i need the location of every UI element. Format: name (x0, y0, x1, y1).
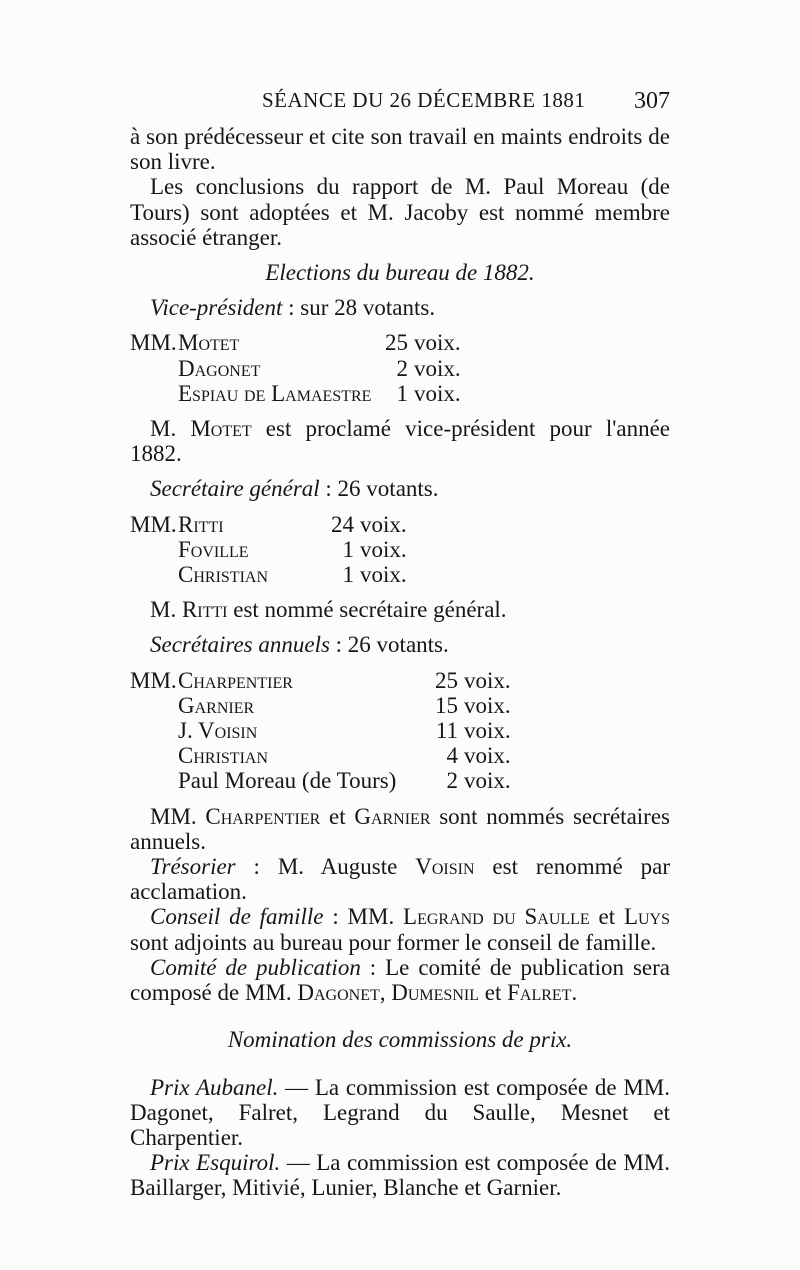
candidate-name: Garnier (178, 692, 255, 718)
vote-count: 4 (446, 743, 458, 769)
vote-count: 1 (342, 562, 354, 588)
annual-secretaries-line (130, 632, 670, 657)
intro-paragraph-1: à son prédécesseur et cite son travail en maints endroits de son livre. (130, 124, 670, 175)
mm-label: MM. (130, 667, 177, 693)
vice-president-label: Vice-président (150, 295, 283, 321)
result-name: Motet (190, 416, 252, 442)
candidate-name: Espiau de Lamaestre (178, 380, 372, 406)
vote-count: 1 (342, 536, 354, 562)
vote-unit: voix. (414, 330, 461, 356)
treasurer-text: : M. Auguste (235, 854, 416, 880)
running-header (130, 88, 670, 118)
vote-unit: voix. (464, 667, 511, 693)
result-and: et (320, 803, 355, 829)
vice-president-votes-text: : sur 28 votants. (282, 295, 436, 321)
candidate-name: Charpentier (178, 667, 293, 693)
publication-text: . (571, 980, 578, 1006)
family-council-label: Conseil de famille (150, 904, 324, 930)
result-suffix: est proclamé vice-président pour l'année 1882. (130, 416, 670, 467)
candidate-name: Dagonet (178, 355, 261, 381)
publication-name: Dagonet (297, 980, 380, 1006)
prize-esquirol-label: Prix Esquirol. (150, 1150, 281, 1176)
result-prefix: MM. (150, 803, 206, 829)
vote-unit: voix. (464, 743, 511, 769)
annual-secretaries-result (130, 804, 670, 854)
secretary-general-label: Secrétaire général (150, 476, 320, 502)
prize-aubanel-label: Prix Aubanel. (150, 1074, 279, 1100)
candidate-name: Christian (178, 562, 269, 588)
vote-unit: voix. (360, 511, 407, 537)
prize-aubanel-text: — La commission est composée de MM. Dagonet, Falret, Legrand du Saulle, Mesnet et Charpentier. (130, 1074, 670, 1150)
vice-president-results (130, 330, 670, 406)
treasurer-text: est renommé par acclamation. (130, 854, 670, 905)
candidate-name: Motet (178, 330, 240, 356)
header-title: SÉANCE DU 26 DÉCEMBRE 1881 (262, 88, 586, 112)
vote-count: 2 (446, 768, 458, 794)
family-council-paragraph (130, 904, 670, 954)
result-name: Garnier (354, 803, 431, 829)
publication-paragraph (130, 955, 670, 1005)
result-suffix: sont nommés secrétaires annuels. (130, 803, 670, 854)
family-council-name: Legrand du Saulle (403, 904, 590, 930)
treasurer-label: Trésorier (150, 854, 236, 880)
result-prefix: M. (150, 597, 182, 623)
intro-paragraph-2: Les conclusions du rapport de M. Paul Moreau (de Tours) sont adoptées et M. Jacoby est nommé membre associé étranger. (130, 174, 670, 250)
family-council-name: Luys (623, 904, 670, 930)
annual-secretaries-votes-text: : 26 votants. (329, 632, 449, 658)
vice-president-line (130, 295, 670, 320)
publication-name: Dumesnil (391, 980, 479, 1006)
publication-name: Falret (507, 980, 572, 1006)
vote-unit: voix. (414, 355, 461, 381)
mm-label: MM. (130, 330, 177, 356)
vote-unit: voix. (464, 692, 511, 718)
family-council-text: : MM. (323, 904, 404, 930)
vote-count: 2 (396, 355, 408, 381)
result-name: Charpentier (205, 803, 321, 829)
vice-president-result (130, 416, 670, 466)
publication-text: , (379, 980, 392, 1006)
treasurer-name: Voisin (415, 854, 475, 880)
secretary-general-votes-text: : 26 votants. (319, 476, 439, 502)
result-suffix: est nommé secrétaire général. (227, 597, 507, 623)
publication-text: et (479, 980, 508, 1006)
annual-secretaries-results (130, 668, 670, 794)
vote-count: 11 (435, 718, 458, 744)
candidate-name: Foville (178, 536, 249, 562)
page-number: 307 (634, 88, 670, 114)
secretary-general-results (130, 512, 670, 588)
candidate-name-text: Paul Moreau (de Tours) (178, 768, 397, 794)
candidate-name (178, 768, 428, 793)
vote-unit: voix. (464, 768, 511, 794)
vote-count: 25 (385, 330, 408, 356)
result-name: Ritti (181, 597, 228, 623)
treasurer-paragraph (130, 854, 670, 904)
vote-count: 24 (331, 511, 354, 537)
vote-unit: voix. (414, 380, 461, 406)
prizes-heading: Nomination des commissions de prix. (227, 1027, 573, 1053)
elections-heading: Elections du bureau de 1882. (265, 260, 535, 286)
page-body (130, 124, 670, 1201)
prize-esquirol-paragraph (130, 1150, 670, 1200)
family-council-text: et (589, 904, 624, 930)
candidate-name: Christian (178, 743, 269, 769)
vote-unit: voix. (360, 536, 407, 562)
prize-esquirol-text: — La commission est composée de MM. Baillarger, Mitivié, Lunier, Blanche et Garnier. (130, 1150, 670, 1201)
annual-secretaries-label: Secrétaires annuels (150, 632, 330, 658)
mm-label: MM. (130, 511, 177, 537)
vote-unit: voix. (360, 562, 407, 588)
result-prefix: M. (150, 416, 191, 442)
candidate-name: J. Voisin (178, 718, 258, 744)
prize-aubanel-paragraph (130, 1075, 670, 1151)
publication-text: : Le comité de publication sera composé de MM. (130, 954, 670, 1006)
secretary-general-result (130, 597, 670, 622)
publication-label: Comité de publication (150, 954, 361, 980)
vote-count: 1 (396, 380, 408, 406)
vote-count: 15 (435, 692, 458, 718)
candidate-name: Ritti (178, 511, 224, 537)
vote-unit: voix. (464, 718, 511, 744)
secretary-general-line (130, 476, 670, 501)
vote-count: 25 (435, 667, 458, 693)
family-council-text: sont adjoints au bureau pour former le conseil de famille. (130, 929, 657, 955)
